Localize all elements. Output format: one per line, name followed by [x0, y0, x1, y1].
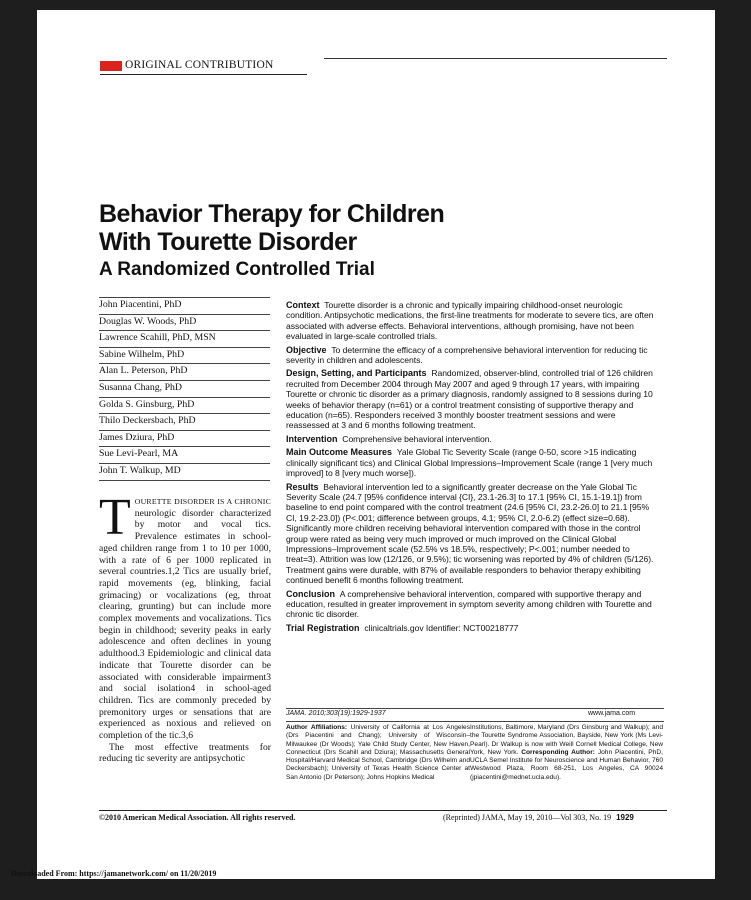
abstract-outcome-measures	[286, 447, 658, 478]
copyright: ©2010 American Medical Association. All rights reserved.	[99, 813, 296, 822]
affiliations-body: University of California at Los Angeles (Drs Piacentini and Chang); University of Wisconsin–Milwaukee (Dr Woods); Yale Child Study Center, New Haven, Connecticut (Drs Scahill and Dziura); Massachusetts General Hospital/Harvard Medical School, Cambridge (Drs Wilhelm and Deckersbach); University of Texas Health Science Center at San Antonio (Dr Peterson); Johns Hopkins Medical	[286, 724, 470, 781]
abstract-heading: Objective	[286, 344, 327, 355]
author-name: Golda S. Ginsburg, PhD	[99, 398, 270, 415]
abstract	[286, 300, 658, 636]
abstract-design	[286, 368, 658, 430]
affiliations-body-continued: Institutions, Baltimore, Maryland (Drs Ginsburg and Walkup); and the Tourette Syndrome Association, Bayside, New York (Ms Levi-Pearl). Dr Walkup is now with Weill Cornell Medical College, New York, New York.	[470, 724, 663, 756]
abstract-heading: Design, Setting, and Participants	[286, 368, 427, 379]
abstract-heading: Main Outcome Measures	[286, 447, 393, 458]
affiliations-left	[286, 724, 470, 782]
article-title	[99, 200, 444, 256]
article-page	[37, 10, 715, 879]
abstract-body: Tourette disorder is a chronic and typically impairing childhood-onset neurologic condition. Antipsychotic medications, the first-line treatments for moderate to severe tics, are often associated with adverse effects. Behavioral interventions, although promising, have not been evaluated in large-scale controlled trials.	[286, 300, 654, 342]
intro-paragraph-1	[99, 489, 271, 742]
corresponding-author-body: John Piacentini, PhD, UCLA Semel Institute for Neuroscience and Human Behavior, 760 Westwood Plaza, Room 68-251, Los Angeles, CA 90024 (jpiacentini@mednet.ucla.edu).	[470, 748, 663, 781]
abstract-context	[286, 300, 658, 342]
abstract-heading: Results	[286, 481, 319, 492]
abstract-body: Behavioral intervention led to a significantly greater decrease on the Yale Global Tic Severity Scale (24.7 [95% confidence interval {CI}, 23.1-26.3] to 17.1 [95% CI, 15.1-19.1]) from baseline to end point compared with the control treatment (24.6 [95% CI, 23.2-26.0] to 21.1 [95% CI, 19.2-23.0]) (P<.001; difference between groups, 4.1; 95% CI, 2.0-6.2) (effect size=0.68). Significantly more children receiving behavioral intervention compared with those in the control group were rated as being very much improved or much improved on the Clinical Global Impressions–Improvement scale (52.5% vs 18.5%, respectively; P<.001; number needed to treat=3). Attrition was low (12/126, or 9.5%); tic worsening was reported by 4% of children (5/126). Treatment gains were durable, with 87% of available responders to behavior therapy exhibiting continued benefit 6 months following treatment.	[286, 481, 654, 586]
article-subtitle: A Randomized Controlled Trial	[99, 259, 375, 280]
download-notice: Downloaded From: https://jamanetwork.com/ on 11/20/2019	[11, 869, 217, 878]
abstract-body: A comprehensive behavioral intervention, compared with supportive therapy and education, resulted in greater improvement in symptom severity among children with Tourette and chronic tic disorder.	[286, 588, 652, 620]
author-name: Sabine Wilhelm, PhD	[99, 348, 270, 365]
abstract-heading: Context	[286, 300, 320, 310]
title-line-2: With Tourette Disorder	[99, 228, 357, 256]
abstract-body: To determine the efficacy of a comprehensive behavioral intervention for reducing tic severity in children and adolescents.	[286, 344, 648, 366]
abstract-body: Comprehensive behavioral intervention.	[342, 433, 492, 444]
author-name: Lawrence Scahill, PhD, MSN	[99, 331, 270, 348]
author-name: Susanna Chang, PhD	[99, 381, 270, 398]
abstract-objective	[286, 345, 658, 366]
intro-lead: OURETTE DISORDER IS A CHRONIC	[134, 497, 271, 506]
abstract-heading: Trial Registration	[286, 622, 360, 633]
author-name: Alan L. Peterson, PhD	[99, 364, 270, 381]
author-name: James Dziura, PhD	[99, 431, 270, 448]
section-tag-rule	[100, 74, 307, 75]
corresponding-author-heading: Corresponding Author:	[521, 748, 595, 756]
abstract-trial-registration	[286, 623, 658, 633]
abstract-results	[286, 482, 658, 586]
drop-cap: T	[99, 489, 131, 546]
section-tag	[100, 59, 307, 75]
author-name: Thilo Deckersbach, PhD	[99, 414, 270, 431]
header-rule	[324, 58, 667, 59]
intro-text	[99, 489, 271, 765]
website-link[interactable]: www.jama.com	[588, 710, 636, 717]
author-name: Sue Levi-Pearl, MA	[99, 447, 270, 464]
author-list	[99, 297, 270, 481]
journal-info	[443, 813, 634, 822]
title-line-1: Behavior Therapy for Children	[99, 200, 445, 228]
author-name: John T. Walkup, MD	[99, 464, 270, 481]
page-number: 1929	[616, 813, 634, 822]
author-name: Douglas W. Woods, PhD	[99, 315, 270, 332]
abstract-intervention	[286, 434, 658, 444]
abstract-heading: Conclusion	[286, 588, 335, 599]
footer-rule	[99, 810, 667, 811]
intro-paragraph-2: The most effective treatments for reducing tic severity are antipsychotic	[99, 741, 271, 765]
abstract-conclusion	[286, 589, 658, 620]
author-name: John Piacentini, PhD	[99, 297, 270, 315]
section-tag-label: ORIGINAL CONTRIBUTION	[125, 59, 274, 71]
citation: JAMA. 2010;303(19):1929-1937	[286, 710, 386, 717]
section-tag-bar	[100, 61, 122, 71]
abstract-body: Yale Global Tic Severity Scale (range 0-50, score >15 indicating clinically significant tics) and Clinical Global Impressions–Improvement Scale (range 1 [very much improved] to 8 [very much worse]).	[286, 447, 653, 479]
affiliations-heading: Author Affiliations:	[286, 724, 348, 731]
citation-rule	[286, 708, 664, 709]
affiliation-rule	[286, 721, 664, 722]
affiliations-right	[470, 724, 663, 782]
journal-issue: (Reprinted) JAMA, May 19, 2010—Vol 303, No. 19	[443, 813, 612, 822]
abstract-body: Randomized, observer-blind, controlled trial of 126 children recruited from December 2004 through May 2007 and aged 9 through 17 years, with impairing Tourette or chronic tic disorder as a primary diagnosis, randomly assigned to 8 sessions during 10 weeks of behavior therapy (n=61) or a control treatment consisting of supportive therapy and education (n=65). Responders received 3 monthly booster treatment sessions and were reassessed at 3 and 6 months following treatment.	[286, 368, 653, 431]
abstract-body: clinicaltrials.gov Identifier: NCT00218777	[364, 622, 519, 633]
intro-body: neurologic disorder characterized by motor and vocal tics. Prevalence estimates in school-aged children range from 1 to 10 per 1000, with a rate of 6 per 1000 replicated in several countries.1,2 Tics are usually brief, rapid movements (eg, blinking, facial grimacing) or vocalizations (eg, throat clearing, grunting) but can include more complex movements and vocalizations. Tics begin in childhood; severity peaks in early adolescence and often declines in young adulthood.3 Epidemiologic and clinical data indicate that Tourette disorder can be associated with considerable impairment3 and social isolation4 in school-aged children. Tics are commonly preceded by premonitory urges or sensations that are experienced as noxious and relieved on completion of the tic.3,6	[99, 507, 271, 742]
abstract-heading: Intervention	[286, 433, 338, 444]
